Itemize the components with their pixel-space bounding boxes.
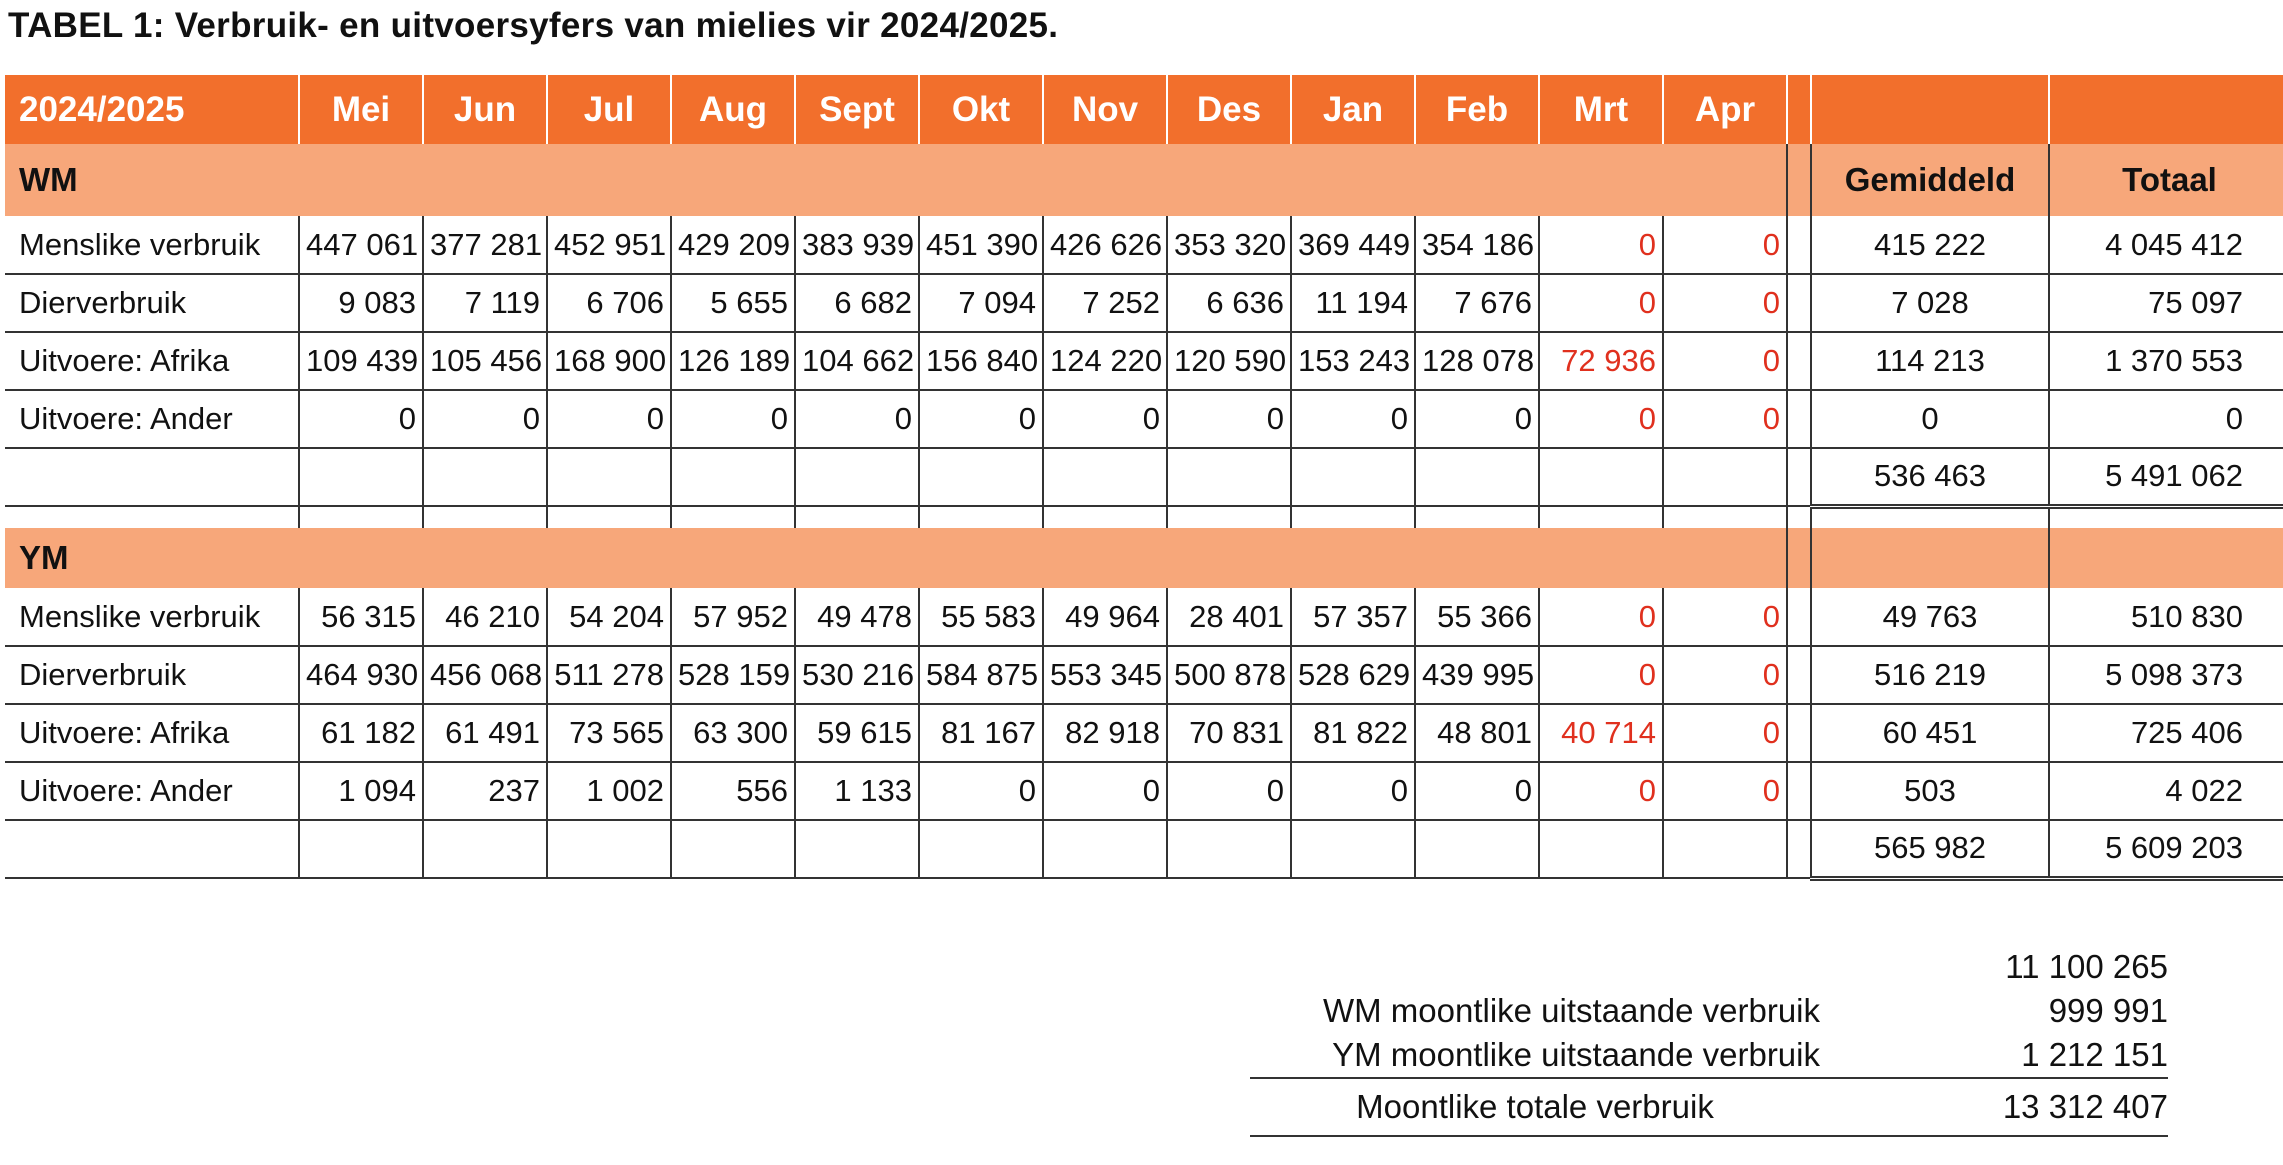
- row-average: 114 213: [1811, 332, 2049, 390]
- avg-column-header: Gemiddeld: [1811, 144, 2049, 216]
- row-label: Dierverbruik: [5, 646, 299, 704]
- row-total: 5 098 373: [2049, 646, 2283, 704]
- header-total-blank: [2049, 75, 2283, 144]
- header-month: Mrt: [1539, 75, 1663, 144]
- month-value: 72 936: [1539, 332, 1663, 390]
- month-value: 63 300: [671, 704, 795, 762]
- total-column-header: [2049, 528, 2283, 588]
- month-value: 0: [1539, 646, 1663, 704]
- section-spacer: [1787, 528, 1811, 588]
- month-value: 120 590: [1167, 332, 1291, 390]
- sum-blank: [423, 820, 547, 878]
- wm-sum-average: 536 463: [1811, 448, 2049, 506]
- month-value: 0: [1415, 390, 1539, 448]
- month-value: 0: [1539, 390, 1663, 448]
- month-value: 7 119: [423, 274, 547, 332]
- row-label: Uitvoere: Ander: [5, 762, 299, 820]
- total-column-header: Totaal: [2049, 144, 2283, 216]
- sum-blank: [1291, 820, 1415, 878]
- row-total: 1 370 553: [2049, 332, 2283, 390]
- month-value: 1 094: [299, 762, 423, 820]
- sum-blank: [1539, 448, 1663, 506]
- ym-sum-total: 5 609 203: [2049, 820, 2283, 878]
- section-spacer: [1787, 144, 1811, 216]
- gap-cell: [1663, 506, 1787, 528]
- header-month: Jan: [1291, 75, 1415, 144]
- sum-blank: [1043, 448, 1167, 506]
- row-total: 4 022: [2049, 762, 2283, 820]
- month-value: 0: [1663, 390, 1787, 448]
- month-value: 156 840: [919, 332, 1043, 390]
- row-total: 4 045 412: [2049, 216, 2283, 274]
- sum-blank: [1043, 820, 1167, 878]
- month-value: 126 189: [671, 332, 795, 390]
- header-month: Des: [1167, 75, 1291, 144]
- gap-cell: [2049, 506, 2283, 528]
- month-value: 0: [1539, 588, 1663, 646]
- month-value: 0: [1539, 216, 1663, 274]
- sum-blank: [1291, 448, 1415, 506]
- sum-blank: [547, 820, 671, 878]
- month-value: 0: [1663, 704, 1787, 762]
- header-month: Jul: [547, 75, 671, 144]
- row-total: 725 406: [2049, 704, 2283, 762]
- wm-sum-total: 5 491 062: [2049, 448, 2283, 506]
- gap-cell: [1787, 506, 1811, 528]
- summary-wm-label: WM moontlike uitstaande verbruik: [1322, 992, 1820, 1029]
- month-value: 464 930: [299, 646, 423, 704]
- month-value: 451 390: [919, 216, 1043, 274]
- month-value: 7 252: [1043, 274, 1167, 332]
- ym-section-header: [5, 528, 2283, 588]
- month-value: 383 939: [795, 216, 919, 274]
- row-total: 510 830: [2049, 588, 2283, 646]
- table-row: [5, 274, 2283, 332]
- gap-cell: [1539, 506, 1663, 528]
- summary-ym-value: 1 212 151: [2021, 1036, 2168, 1073]
- summary-total-value: 13 312 407: [1844, 1078, 2168, 1136]
- row-label: Menslike verbruik: [5, 588, 299, 646]
- gap-cell: [671, 506, 795, 528]
- header-month: Apr: [1663, 75, 1787, 144]
- month-value: 6 706: [547, 274, 671, 332]
- month-value: 61 182: [299, 704, 423, 762]
- month-value: 6 682: [795, 274, 919, 332]
- month-value: 556: [671, 762, 795, 820]
- sum-row-label-blank: [5, 820, 299, 878]
- summary-wm-row: [1250, 989, 2168, 1033]
- summary-table: [1250, 945, 2168, 1137]
- month-value: 28 401: [1167, 588, 1291, 646]
- month-value: 528 629: [1291, 646, 1415, 704]
- month-value: 500 878: [1167, 646, 1291, 704]
- month-value: 9 083: [299, 274, 423, 332]
- header-month: Okt: [919, 75, 1043, 144]
- sum-blank: [1663, 820, 1787, 878]
- ym-sum-average: 565 982: [1811, 820, 2049, 878]
- wm-sum-row: [5, 448, 2283, 506]
- gap-cell: [1167, 506, 1291, 528]
- row-average: 503: [1811, 762, 2049, 820]
- sum-spacer: [1787, 448, 1811, 506]
- month-value: 49 964: [1043, 588, 1167, 646]
- month-value: 59 615: [795, 704, 919, 762]
- avg-column-header: [1811, 528, 2049, 588]
- month-value: 55 583: [919, 588, 1043, 646]
- month-value: 452 951: [547, 216, 671, 274]
- sum-blank: [1167, 820, 1291, 878]
- month-value: 128 078: [1415, 332, 1539, 390]
- gap-cell: [5, 506, 299, 528]
- sum-blank: [299, 448, 423, 506]
- month-value: 1 002: [547, 762, 671, 820]
- row-average: 0: [1811, 390, 2049, 448]
- table-row: [5, 704, 2283, 762]
- month-value: 0: [919, 390, 1043, 448]
- sum-blank: [795, 448, 919, 506]
- header-month: Mei: [299, 75, 423, 144]
- month-value: 70 831: [1167, 704, 1291, 762]
- row-label: Menslike verbruik: [5, 216, 299, 274]
- gap-cell: [1291, 506, 1415, 528]
- month-value: 0: [795, 390, 919, 448]
- table-row: [5, 646, 2283, 704]
- header-month: Nov: [1043, 75, 1167, 144]
- summary-ym-row: [1250, 1033, 2168, 1078]
- gap-cell: [919, 506, 1043, 528]
- month-value: 48 801: [1415, 704, 1539, 762]
- gap-cell: [1811, 506, 2049, 528]
- month-value: 528 159: [671, 646, 795, 704]
- row-total: 0: [2049, 390, 2283, 448]
- month-value: 0: [1291, 762, 1415, 820]
- table-row: [5, 588, 2283, 646]
- row-spacer: [1787, 216, 1811, 274]
- month-value: 0: [1167, 390, 1291, 448]
- sum-blank: [1539, 820, 1663, 878]
- sum-blank: [1167, 448, 1291, 506]
- row-total: 75 097: [2049, 274, 2283, 332]
- month-value: 7 676: [1415, 274, 1539, 332]
- row-label: Dierverbruik: [5, 274, 299, 332]
- row-spacer: [1787, 588, 1811, 646]
- row-spacer: [1787, 274, 1811, 332]
- month-value: 0: [1291, 390, 1415, 448]
- month-value: 124 220: [1043, 332, 1167, 390]
- gap-cell: [1043, 506, 1167, 528]
- gap-cell: [795, 506, 919, 528]
- sum-blank: [299, 820, 423, 878]
- row-average: 60 451: [1811, 704, 2049, 762]
- month-value: 1 133: [795, 762, 919, 820]
- summary-wm-value: 999 991: [2048, 992, 2168, 1029]
- month-value: 0: [1663, 332, 1787, 390]
- month-value: 377 281: [423, 216, 547, 274]
- month-value: 105 456: [423, 332, 547, 390]
- month-value: 584 875: [919, 646, 1043, 704]
- month-value: 153 243: [1291, 332, 1415, 390]
- month-value: 109 439: [299, 332, 423, 390]
- month-value: 0: [1663, 762, 1787, 820]
- month-value: 0: [1663, 216, 1787, 274]
- month-value: 0: [1043, 390, 1167, 448]
- month-value: 5 655: [671, 274, 795, 332]
- month-value: 530 216: [795, 646, 919, 704]
- gap-cell: [423, 506, 547, 528]
- gap-cell: [1415, 506, 1539, 528]
- month-value: 46 210: [423, 588, 547, 646]
- month-value: 354 186: [1415, 216, 1539, 274]
- sum-blank: [671, 448, 795, 506]
- sum-blank: [919, 820, 1043, 878]
- month-value: 0: [671, 390, 795, 448]
- row-spacer: [1787, 332, 1811, 390]
- section-gap: [5, 506, 2283, 528]
- month-value: 426 626: [1043, 216, 1167, 274]
- month-value: 511 278: [547, 646, 671, 704]
- month-value: 81 167: [919, 704, 1043, 762]
- sum-blank: [1663, 448, 1787, 506]
- sum-blank: [1415, 448, 1539, 506]
- table-row: [5, 762, 2283, 820]
- row-spacer: [1787, 390, 1811, 448]
- sum-spacer: [1787, 820, 1811, 878]
- month-value: 439 995: [1415, 646, 1539, 704]
- row-spacer: [1787, 646, 1811, 704]
- month-value: 0: [423, 390, 547, 448]
- header-spacer: [1787, 75, 1811, 144]
- header-month: Aug: [671, 75, 795, 144]
- month-value: 0: [1167, 762, 1291, 820]
- month-value: 447 061: [299, 216, 423, 274]
- ym-section-label: YM: [5, 528, 1787, 588]
- month-value: 0: [547, 390, 671, 448]
- header-month: Feb: [1415, 75, 1539, 144]
- month-value: 40 714: [1539, 704, 1663, 762]
- row-average: 49 763: [1811, 588, 2049, 646]
- month-value: 0: [1663, 646, 1787, 704]
- month-value: 11 194: [1291, 274, 1415, 332]
- header-year: 2024/2025: [5, 75, 299, 144]
- summary-subtotal-value: 11 100 265: [2005, 948, 2168, 985]
- month-value: 61 491: [423, 704, 547, 762]
- gap-cell: [299, 506, 423, 528]
- month-value: 353 320: [1167, 216, 1291, 274]
- month-value: 0: [1663, 274, 1787, 332]
- month-value: 0: [1539, 274, 1663, 332]
- table-title: TABEL 1: Verbruik- en uitvoersyfers van mielies vir 2024/2025.: [8, 6, 1059, 45]
- row-average: 516 219: [1811, 646, 2049, 704]
- month-value: 54 204: [547, 588, 671, 646]
- month-value: 0: [1663, 588, 1787, 646]
- table-row: [5, 332, 2283, 390]
- table-row: [5, 216, 2283, 274]
- sum-blank: [919, 448, 1043, 506]
- month-value: 0: [299, 390, 423, 448]
- header-avg-blank: [1811, 75, 2049, 144]
- month-value: 0: [1043, 762, 1167, 820]
- month-value: 0: [1415, 762, 1539, 820]
- month-value: 104 662: [795, 332, 919, 390]
- month-value: 56 315: [299, 588, 423, 646]
- month-value: 553 345: [1043, 646, 1167, 704]
- summary-total-label: Moontlike totale verbruik: [1250, 1078, 1844, 1136]
- row-label: Uitvoere: Ander: [5, 390, 299, 448]
- header-month: Sept: [795, 75, 919, 144]
- month-value: 168 900: [547, 332, 671, 390]
- header-month: Jun: [423, 75, 547, 144]
- month-value: 456 068: [423, 646, 547, 704]
- row-spacer: [1787, 762, 1811, 820]
- row-label: Uitvoere: Afrika: [5, 704, 299, 762]
- consumption-table: [5, 75, 2283, 881]
- sum-blank: [795, 820, 919, 878]
- month-value: 57 357: [1291, 588, 1415, 646]
- summary-ym-label: YM moontlike uitstaande verbruik: [1332, 1036, 1820, 1073]
- ym-sum-row: [5, 820, 2283, 878]
- row-average: 7 028: [1811, 274, 2049, 332]
- month-value: 369 449: [1291, 216, 1415, 274]
- table-row: [5, 390, 2283, 448]
- sum-blank: [671, 820, 795, 878]
- month-value: 7 094: [919, 274, 1043, 332]
- header-row: [5, 75, 2283, 144]
- row-spacer: [1787, 704, 1811, 762]
- sum-blank: [547, 448, 671, 506]
- month-value: 429 209: [671, 216, 795, 274]
- gap-cell: [547, 506, 671, 528]
- month-value: 57 952: [671, 588, 795, 646]
- month-value: 82 918: [1043, 704, 1167, 762]
- sum-row-label-blank: [5, 448, 299, 506]
- summary-total-row: [1250, 1078, 2168, 1136]
- month-value: 55 366: [1415, 588, 1539, 646]
- month-value: 0: [919, 762, 1043, 820]
- wm-section-label: WM: [5, 144, 1787, 216]
- sum-blank: [1415, 820, 1539, 878]
- row-label: Uitvoere: Afrika: [5, 332, 299, 390]
- month-value: 237: [423, 762, 547, 820]
- row-average: 415 222: [1811, 216, 2049, 274]
- month-value: 6 636: [1167, 274, 1291, 332]
- month-value: 0: [1539, 762, 1663, 820]
- summary-subtotal-row: [1250, 945, 2168, 989]
- sum-blank: [423, 448, 547, 506]
- month-value: 73 565: [547, 704, 671, 762]
- month-value: 81 822: [1291, 704, 1415, 762]
- wm-section-header: [5, 144, 2283, 216]
- month-value: 49 478: [795, 588, 919, 646]
